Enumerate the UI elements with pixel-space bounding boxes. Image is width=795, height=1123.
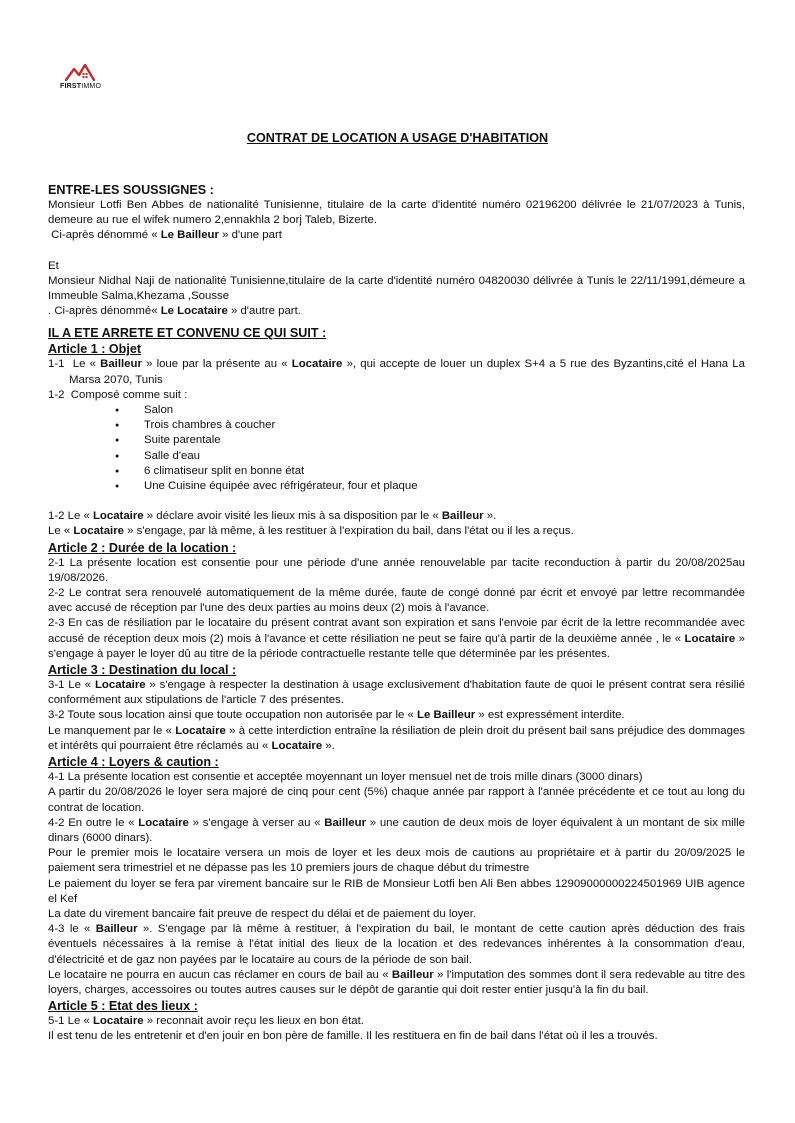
article4-p3 [48, 816, 745, 846]
article1-p2: 1-2 Composé comme suit : [48, 388, 188, 401]
article4-p6: La date du virement bancaire fait preuve de respect du délai et de paiement du loyer. [48, 907, 477, 920]
text-segment: Le « [48, 525, 74, 538]
article3-p3 [48, 724, 745, 754]
text-segment: ». S'engage par là même à restituer, à l'expiration du bail, le montant de cette caution après déduction des frais éventuels nécessaires à la remise à l'état initial des lieux de la location et des redevances inhérentes à la consommation d'eau, d'électricité et de gaz non payées par le locataire au cours de la période de son bail. [48, 923, 745, 966]
text-segment: ». [483, 510, 497, 523]
text-segment: » s'engage, par là même, à les restituer à l'expiration du bail, dans l'état ou il les a reçus. [124, 525, 574, 538]
text-segment: 4-2 En outre le « [48, 816, 139, 829]
text-segment: » reconnait avoir reçu les lieux en bon état. [143, 1015, 364, 1028]
text-segment: » une caution de deux mois de loyer équivalent à un montant de six mille dinars (6000 dinars). [48, 816, 745, 844]
bold-term: Locataire [92, 510, 144, 523]
house-logo-icon [65, 62, 95, 82]
soussignes-heading: ENTRE-LES SOUSSIGNES : [48, 183, 214, 197]
bailleur-designation [48, 228, 745, 243]
article1-heading: Article 1 : Objet [48, 342, 142, 357]
text-segment: Le manquement par le « [48, 724, 176, 737]
bold-term: Locataire [175, 724, 226, 737]
text-segment: » l'imputation des sommes dont il sera redevable au titre des loyers, charges, accessoires ou toutes autres causes sur le dépôt de garantie qui doit rester entier jusqu'à la fin du bail. [48, 968, 746, 996]
article4-p5: Le paiement du loyer se fera par virement bancaire sur le RIB de Monsieur Lotfi ben Ali Ben abbes 12909000000224501969 UIB agence el Kef [48, 877, 745, 905]
text-segment: » d'autre part. [227, 305, 301, 318]
text-segment: » d'une part [218, 229, 282, 242]
article1-p4 [48, 524, 745, 539]
logo-brand-light: IMMO [81, 83, 102, 90]
locataire-designation [48, 304, 745, 319]
list-item: ● Salon [48, 403, 745, 418]
article5-heading: Article 5 : Etat des lieux : [48, 999, 198, 1014]
bold-term: Locataire [291, 358, 343, 371]
bold-term: Bailleur [100, 358, 142, 371]
article1-p3 [48, 509, 745, 524]
article4-p1: 4-1 La présente location est consentie et acceptée moyennant un loyer mensuel net de trois mille dinars (3000 dinars) [48, 771, 643, 784]
list-item: ● Une Cuisine équipée avec réfrigérateur, four et plaque [48, 479, 745, 494]
article2-p1: 2-1 La présente location est consentie pour une période d'une année renouvelable par tacite reconduction à partir du 20/08/2025au 19/08/2026. [48, 556, 745, 584]
article3-p2 [48, 708, 745, 723]
article4-p2: A partir du 20/08/2026 le loyer sera majoré de cinq pour cent (5%) chaque année par rapport à l'année précédente et ce tout au long du contrat de location. [48, 786, 745, 814]
bold-term: Bailleur [324, 816, 367, 829]
text-segment: 1-2 Le « [48, 510, 93, 523]
text-segment: » s'engage à respecter la destination à usage exclusivement d'habitation faute de quoi le présent contrat sera résilié conformément aux stipulations de l'article 7 des présentes. [48, 679, 745, 707]
bold-term: Bailleur [95, 923, 138, 936]
bold-term: Locataire [73, 525, 124, 538]
text-segment: 4-3 le « [48, 923, 96, 936]
article2-heading: Article 2 : Durée de la location : [48, 540, 237, 555]
et-label: Et [48, 259, 59, 272]
text-segment: » s'engage à payer le loyer dû au titre de la période contractuelle restante telle que déterminée par les présentes. [48, 632, 746, 660]
bold-term: Le Bailleur [160, 229, 219, 242]
document-title: CONTRAT DE LOCATION A USAGE D'HABITATION [246, 131, 549, 145]
document-title-wrap [0, 131, 795, 145]
article4-heading: Article 4 : Loyers & caution : [48, 755, 219, 770]
contract-body [48, 182, 745, 1045]
bold-term: Locataire [138, 816, 189, 829]
room-list [48, 403, 745, 494]
text-segment: 5-1 Le « [48, 1015, 93, 1028]
text-segment: . Ci-après dénommé« [48, 305, 161, 318]
text-segment: » à cette interdiction entraîne la résiliation de plein droit du présent bail sans préjudice des dommages et intérêts qui pourraient être réclamés au « [48, 724, 745, 752]
text-segment: ». [322, 739, 335, 752]
list-item: ● 6 climatiseur split en bonne état [48, 464, 745, 479]
text-segment: 1-1 Le « [48, 358, 101, 371]
article3-heading: Article 3 : Destination du local : [48, 663, 237, 678]
arrete-heading: IL A ETE ARRETE ET CONVENU CE QUI SUIT : [48, 326, 327, 341]
article3-p1 [48, 678, 745, 708]
logo-brand-bold: FIRST [60, 83, 82, 90]
article4-p8 [48, 968, 745, 998]
text-segment: 3-1 Le « [48, 679, 95, 692]
text-segment: Le locataire ne pourra en aucun cas réclamer en cours de bail au « [48, 968, 392, 981]
locataire-identity: Monsieur Nidhal Naji de nationalité Tunisienne,titulaire de la carte d'identité numéro 04820030 délivrée à Tunis le 22/11/1991,démeure a Immeuble Salma,Khezama ,Sousse [48, 274, 745, 303]
bold-term: Locataire [684, 632, 736, 645]
logo-text [60, 83, 101, 90]
article5-p1 [48, 1014, 745, 1029]
text-segment: » est expressément interdite. [475, 709, 625, 722]
bold-term: Locataire [94, 679, 146, 692]
article5-p2: Il est tenu de les entretenir et d'en jouir en bon père de famille. Il les restituera en fin de bail dans l'état où il les a trouvés. [48, 1030, 658, 1043]
article2-p3 [48, 616, 745, 662]
bailleur-identity: Monsieur Lotfi Ben Abbes de nationalité Tunisienne, titulaire de la carte d'identité numéro 02196200 délivrée le 21/07/2023 à Tunis, demeure au rue el wifek numero 2,ennakhla 2 borj Taleb, Bizerte. [48, 199, 745, 227]
text-segment: 2-3 En cas de résiliation par le locataire du présent contrat avant son expiration et sans l'envoie par écrit de la lettre recommandée avec accusé de réception deux mois (2) mois à l'avance et cette résiliation ne peut se faire qu'à partir de la deuxième année , le « [48, 617, 745, 645]
text-segment: » déclare avoir visité les lieux mis à sa disposition par le « [143, 510, 442, 523]
article1-p1 [48, 357, 745, 387]
company-logo [58, 62, 108, 96]
list-item: ● Salle d'eau [48, 449, 745, 464]
bold-term: Le Bailleur [416, 709, 476, 722]
text-segment: », qui accepte de louer un duplex S+4 a 5 rue des Byzantins,cité el Hana La Marsa 2070, Tunis [69, 358, 745, 386]
bold-term: Locataire [271, 739, 323, 752]
article4-p7 [48, 922, 745, 968]
text-segment: » loue par la présente au « [141, 358, 292, 371]
article4-p4: Pour le premier mois le locataire versera un mois de loyer et les deux mois de cautions au propriétaire et à partir du 20/09/2025 le paiement sera trimestriel et ne dépasse pas les 10 premiers jours de chaque début du trimestre [48, 847, 745, 875]
list-item: ● Trois chambres à coucher [48, 418, 745, 433]
list-item: ● Suite parentale [48, 433, 745, 448]
text-segment: » s'engage à verser au « [188, 816, 325, 829]
bold-term: Bailleur [441, 510, 484, 523]
bold-term: Locataire [92, 1015, 144, 1028]
bold-term: Le Locataire [160, 305, 228, 318]
text-segment: 3-2 Toute sous location ainsi que toute occupation non autorisée par le « [48, 709, 417, 722]
article2-p2: 2-2 Le contrat sera renouvelé automatiquement de la même durée, faute de congé donné par écrit et envoyé par lettre recommandée avec accusé de réception par l'une des deux parties au moins deux (2) mois à l'avance. [48, 587, 745, 615]
text-segment: Ci-après dénommé « [48, 229, 161, 242]
bold-term: Bailleur [391, 968, 434, 981]
